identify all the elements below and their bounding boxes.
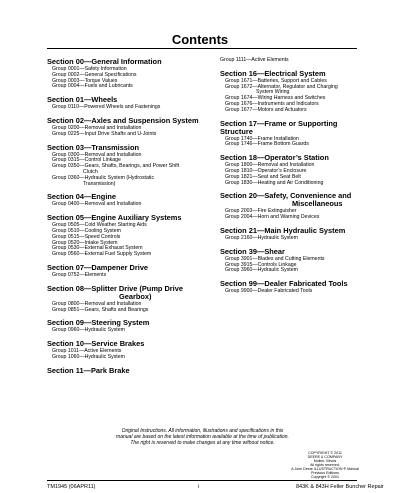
toc-group-line[interactable]: Group 1746—Frame Bottom Guards <box>225 141 309 148</box>
toc-group-line[interactable]: Group 1060—Hydraulic System <box>52 353 125 360</box>
toc-group-line[interactable]: Group 0002—General Specifications <box>52 71 137 78</box>
group-continuation: Clutch <box>83 168 98 175</box>
toc-group-line[interactable]: Group 2003—Fire Extinguisher <box>225 208 297 215</box>
toc-group-line[interactable]: Group 0200—Removal and Installation <box>52 124 142 131</box>
page-title: Contents <box>171 32 229 47</box>
toc-group-line[interactable]: Group 0225—Input Drive Shafts and U-Joints <box>52 130 157 137</box>
toc-group-line[interactable]: Group 0315—Control Linkage <box>52 157 121 164</box>
toc-section <box>220 280 365 295</box>
title-rule <box>47 48 357 49</box>
toc-section <box>220 227 365 242</box>
toc-section-heading[interactable]: Section 07—Dampener Drive <box>47 262 149 272</box>
toc-section <box>220 248 365 274</box>
toc-section <box>220 70 365 114</box>
toc-section <box>47 214 212 258</box>
instructions-note <box>80 428 325 446</box>
toc-group-line[interactable]: Group 0110—Powered Wheels and Fastenings <box>52 104 161 111</box>
footer-rule <box>47 480 357 481</box>
copyright-line: Copyright © 2001 <box>310 475 340 479</box>
toc-section <box>47 144 212 188</box>
heading-continuation: Miscellaneous <box>292 199 343 209</box>
toc-group-line[interactable]: Group 3960—Hydraulic System <box>225 267 298 274</box>
toc-section <box>47 96 212 111</box>
toc-section <box>220 192 365 221</box>
footer-doc-id: TM1945 (06APR11) <box>47 484 96 490</box>
line-text: Group 0350—Gears, Shafts, Bearings, and Power Shift <box>52 163 180 170</box>
toc-section-heading[interactable] <box>47 285 212 301</box>
toc-section-heading[interactable]: Section 39—Shear <box>220 246 285 256</box>
line-text: Group 0360—Hydraulic System (Hydrostatic <box>52 174 155 181</box>
toc-group-line[interactable]: Group 0300—Removal and Installation <box>52 151 142 158</box>
toc-group-line[interactable]: Group 0530—External Exhaust System <box>52 245 143 252</box>
footer-page-number: i <box>198 484 200 490</box>
toc-section <box>47 319 212 334</box>
toc-section <box>220 120 365 149</box>
toc-group-line[interactable]: Group 3901—Blades and Cutting Elements <box>225 255 325 262</box>
toc-section-heading[interactable]: Section 04—Engine <box>47 192 116 202</box>
group-continuation: Transmission) <box>83 180 116 187</box>
toc-group-line[interactable]: Group 0520—Intake System <box>52 239 118 246</box>
line-text: Section 20—Safety, Convenience and <box>220 191 352 201</box>
note-line: Original Instructions. All information, illustrations and specifications in this <box>121 428 284 434</box>
toc-group-line[interactable]: Group 1111—Active Elements <box>220 57 289 63</box>
toc-group-line[interactable]: Group 0560—External Fuel Supply System <box>52 251 152 258</box>
toc-section-heading[interactable]: Section 99—Dealer Fabricated Tools <box>220 279 348 289</box>
toc-group-line[interactable]: Group 3915—Controls Linkage <box>225 261 297 268</box>
group-continuation: System Wiring <box>256 89 290 96</box>
toc-group-line[interactable]: Group 0003—Torque Values <box>52 77 118 84</box>
toc-group-line[interactable]: Group 0851—Gears, Shafts and Bearings <box>52 306 149 313</box>
toc-section-heading[interactable]: Section 05—Engine Auxiliary Systems <box>47 213 182 223</box>
toc-section-heading[interactable]: Section 17—Frame or Supporting Structure <box>220 118 338 136</box>
toc-group-line[interactable]: Group 0800—Removal and Installation <box>52 300 142 307</box>
toc-group-line[interactable]: Group 9900—Dealer Fabricated Tools <box>225 288 313 295</box>
contents-left-column <box>47 58 212 381</box>
toc-group-line[interactable]: Group 2004—Horn and Warning Devices <box>225 214 320 221</box>
toc-section-heading[interactable]: Section 11—Park Brake <box>47 365 130 375</box>
toc-section <box>47 117 212 138</box>
toc-group-line[interactable]: Group 1676—Instruments and Indicators <box>225 100 319 107</box>
heading-continuation: Gearbox) <box>119 291 152 301</box>
toc-group-line[interactable]: Group 0510—Cooling System <box>52 227 121 234</box>
toc-section <box>47 340 212 361</box>
toc-group-line[interactable]: Group 1740—Frame Installation <box>225 135 299 142</box>
toc-group-line[interactable]: Group 1830—Heating and Air Conditioning <box>225 179 324 186</box>
toc-group-line[interactable]: Group 0001—Safety Information <box>52 66 127 72</box>
toc-group-line[interactable]: Group 1671—Batteries, Support and Cables <box>225 77 327 84</box>
copyright-line: Previous Editions <box>311 471 339 475</box>
toc-group-line[interactable]: Group 0505—Cold Weather Starting Aids <box>52 222 147 229</box>
line-text: Group 1672—Alternator, Regulator and Charging <box>225 83 338 90</box>
toc-section-heading[interactable]: Section 01—Wheels <box>47 95 118 105</box>
toc-group-line[interactable]: Group 0752—Elements <box>52 271 107 278</box>
line-text: Section 08—Splitter Drive (Pump Drive <box>47 283 183 293</box>
toc-group-line[interactable]: Group 2160—Hydraulic System <box>225 234 298 241</box>
toc-group-line[interactable]: Group 0400—Removal and Installation <box>52 201 142 208</box>
toc-section <box>47 58 212 90</box>
copyright-line: Moline, Illinois <box>313 459 337 463</box>
toc-section <box>47 193 212 208</box>
toc-section <box>47 264 212 279</box>
toc-section-heading[interactable]: Section 02—Axles and Suspension System <box>47 115 199 125</box>
toc-group-line[interactable]: Group 1821—Seat and Seat Belt <box>225 173 301 180</box>
toc-group-line[interactable]: Group 1011—Active Elements <box>52 348 122 355</box>
toc-section-heading[interactable]: Section 03—Transmission <box>47 142 140 152</box>
toc-section-heading[interactable]: Section 18—Operator’s Station <box>220 153 329 163</box>
toc-group-line[interactable]: Group 0515—Speed Controls <box>52 233 121 240</box>
toc-section <box>220 154 365 186</box>
toc-section-heading[interactable] <box>220 192 365 208</box>
toc-group-line[interactable]: Group 0960—Hydraulic System <box>52 327 125 334</box>
toc-group-line[interactable]: Group 1810—Operator’s Enclosure <box>225 167 307 174</box>
toc-section-heading[interactable]: Section 16—Electrical System <box>220 68 326 78</box>
contents-right-column <box>220 58 365 301</box>
toc-group-line[interactable]: Group 1677—Motors and Actuators <box>225 106 307 113</box>
footer-title: 843K & 843H Feller Buncher Repair <box>296 484 384 490</box>
note-line: The right is reserved to make changes at any time without notice. <box>130 440 275 446</box>
copyright-line: COPYRIGHT © 2011 <box>308 451 342 455</box>
toc-section-heading[interactable]: Section 09—Steering System <box>47 318 150 328</box>
toc-group-line[interactable] <box>47 176 212 188</box>
toc-section <box>47 367 212 375</box>
toc-section-heading[interactable]: Section 10—Service Brakes <box>47 339 145 349</box>
note-line: manual are based on the latest information available at the time of publication. <box>116 434 289 440</box>
toc-section <box>47 285 212 314</box>
copyright-line: DEERE & COMPANY <box>307 455 343 459</box>
toc-section-heading[interactable]: Section 00—General Information <box>47 57 162 66</box>
copyright-line: A John Deere ILLUSTRUCTION ® Manual <box>291 467 359 471</box>
toc-group-line[interactable]: Group 0004—Fuels and Lubricants <box>52 83 133 90</box>
toc-group-line[interactable]: Group 1800—Removal and Installation <box>225 162 315 169</box>
copyright-block <box>290 451 360 479</box>
toc-group-line[interactable]: Group 1674—Wiring Harness and Switches <box>225 95 326 102</box>
copyright-line: All rights reserved. <box>310 463 340 467</box>
toc-section-heading[interactable]: Section 21—Main Hydraulic System <box>220 225 346 235</box>
